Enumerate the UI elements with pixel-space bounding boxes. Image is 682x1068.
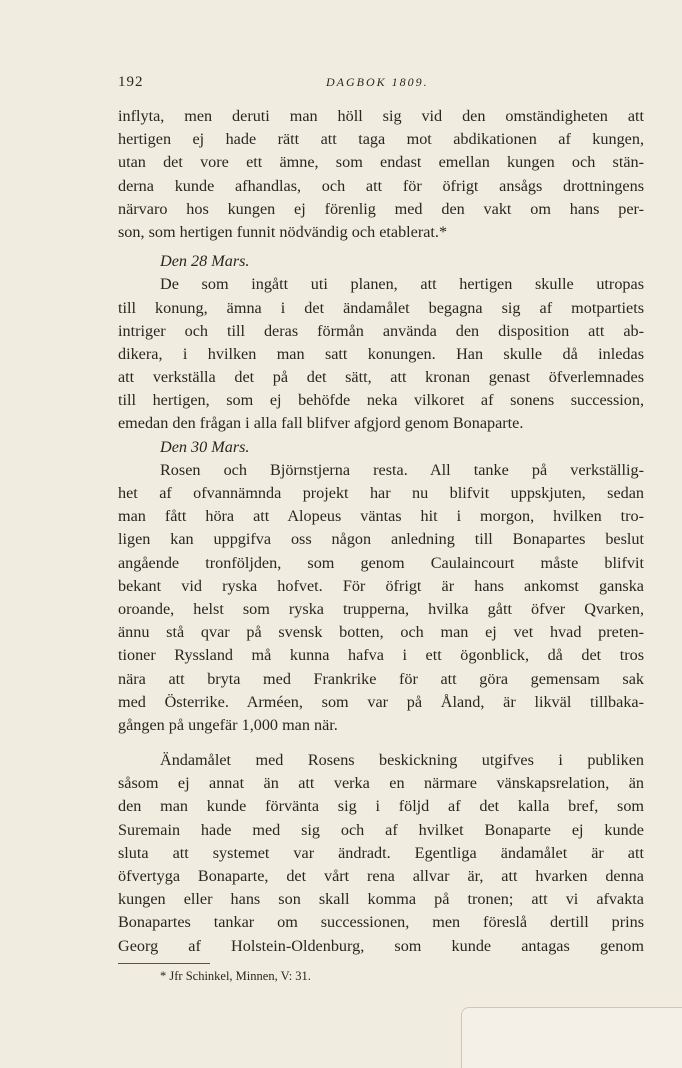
- text-line: Ändamålet med Rosens beskickning utgifves i publiken: [160, 751, 644, 770]
- text-line: ligen kan uppgifva oss någon anledning till Bonapartes beslut: [118, 530, 644, 549]
- text-line: den man kunde förvänta sig i följd af det kalla bref, som: [118, 797, 644, 816]
- text-line: till konung, ämna i det ändamålet begagna sig af motpartiets: [118, 298, 644, 317]
- text-line: inflyta, men deruti man höll sig vid den omständigheten att: [118, 107, 644, 125]
- text-line: med Österrike. Arméen, som var på Åland, är likväl tillbaka-: [118, 692, 644, 711]
- text-line: Bonapartes tankar om successionen, men föreslå dertill prins: [118, 913, 644, 932]
- page-number: 192: [118, 74, 144, 90]
- body-text: [118, 105, 644, 984]
- text-line: ännu stå qvar på svensk botten, och man ej vet hvad preten-: [118, 623, 644, 642]
- text-line: bekant vid ryska hofvet. För öfrigt är hans ankomst ganska: [118, 576, 644, 595]
- text-line: såsom ej annat än att verka en närmare vänskapsrelation, än: [118, 774, 644, 793]
- text-line: kungen eller hans son skall komma på tronen; att vi afvakta: [118, 890, 644, 909]
- text-line: att verkställa det på det sätt, att kronan genast öfverlemnades: [118, 368, 644, 387]
- text-line: son, som hertigen funnit nödvändig och etablerat.*: [118, 222, 448, 241]
- text-line: dikera, i hvilken man satt konungen. Han skulle då inledas: [118, 344, 644, 363]
- footnote: * Jfr Schinkel, Minnen, V: 31.: [160, 968, 311, 983]
- text-line: angående tronföljden, som genom Caulaincourt måste blifvit: [118, 553, 644, 572]
- text-line: emedan den frågan i alla fall blifver afgjord genom Bonaparte.: [118, 414, 524, 433]
- text-line: Rosen och Björnstjerna resta. All tanke på verkställig-: [160, 460, 644, 479]
- text-line: Suremain hade med sig och af hvilket Bonaparte ej kunde: [118, 820, 644, 839]
- text-line: De som ingått uti planen, att hertigen skulle utropas: [160, 275, 644, 294]
- text-line: sluta att systemet var ändradt. Egentliga ändamålet är att: [118, 843, 644, 862]
- text-line: utan det vore ett ämne, som endast emellan kungen och stän-: [118, 153, 644, 172]
- paragraph: [118, 105, 644, 244]
- paragraph: [118, 749, 644, 958]
- text-line: het af ofvannämnda projekt har nu blifvit uppskjuten, sedan: [118, 484, 644, 502]
- page-corner: [461, 1007, 682, 1068]
- text-line: tioner Ryssland må kunna hafva i ett ögonblick, då det tros: [118, 646, 644, 665]
- date-heading: Den 30 Mars.: [160, 437, 250, 456]
- paragraph: [118, 459, 644, 737]
- text-line: hertigen ej hade rätt att taga mot abdikationen af kungen,: [118, 130, 644, 149]
- text-line: närvaro hos kungen ej förenlig med den vakt om hans per-: [118, 199, 644, 218]
- text-line: oroande, helst som ryska trupperna, hvilka gått öfver Qvarken,: [118, 599, 644, 618]
- text-line: derna kunde afhandlas, och att för öfrigt ansågs drottningens: [118, 176, 644, 195]
- page-header: [118, 74, 644, 96]
- text-line: intriger och till deras förmån använda den disposition att ab-: [118, 321, 644, 340]
- text-line: till hertigen, som ej behöfde neka vilkoret af sonens succession,: [118, 391, 644, 410]
- paragraph: [118, 273, 644, 435]
- text-line: man fått höra att Alopeus väntas hit i morgon, hvilken tro-: [118, 507, 644, 526]
- date-heading: Den 28 Mars.: [160, 252, 250, 271]
- footnote-rule: [118, 963, 210, 964]
- running-title: DAGBOK 1809.: [326, 75, 429, 89]
- text-line: gången på ungefär 1,000 man när.: [118, 715, 338, 734]
- text-line: nära att bryta med Frankrike för att göra gemensam sak: [118, 669, 644, 688]
- text-line: Georg af Holstein-Oldenburg, som kunde antagas genom: [118, 936, 644, 955]
- text-line: öfvertyga Bonaparte, det vårt rena allvar är, att hvarken denna: [118, 867, 644, 885]
